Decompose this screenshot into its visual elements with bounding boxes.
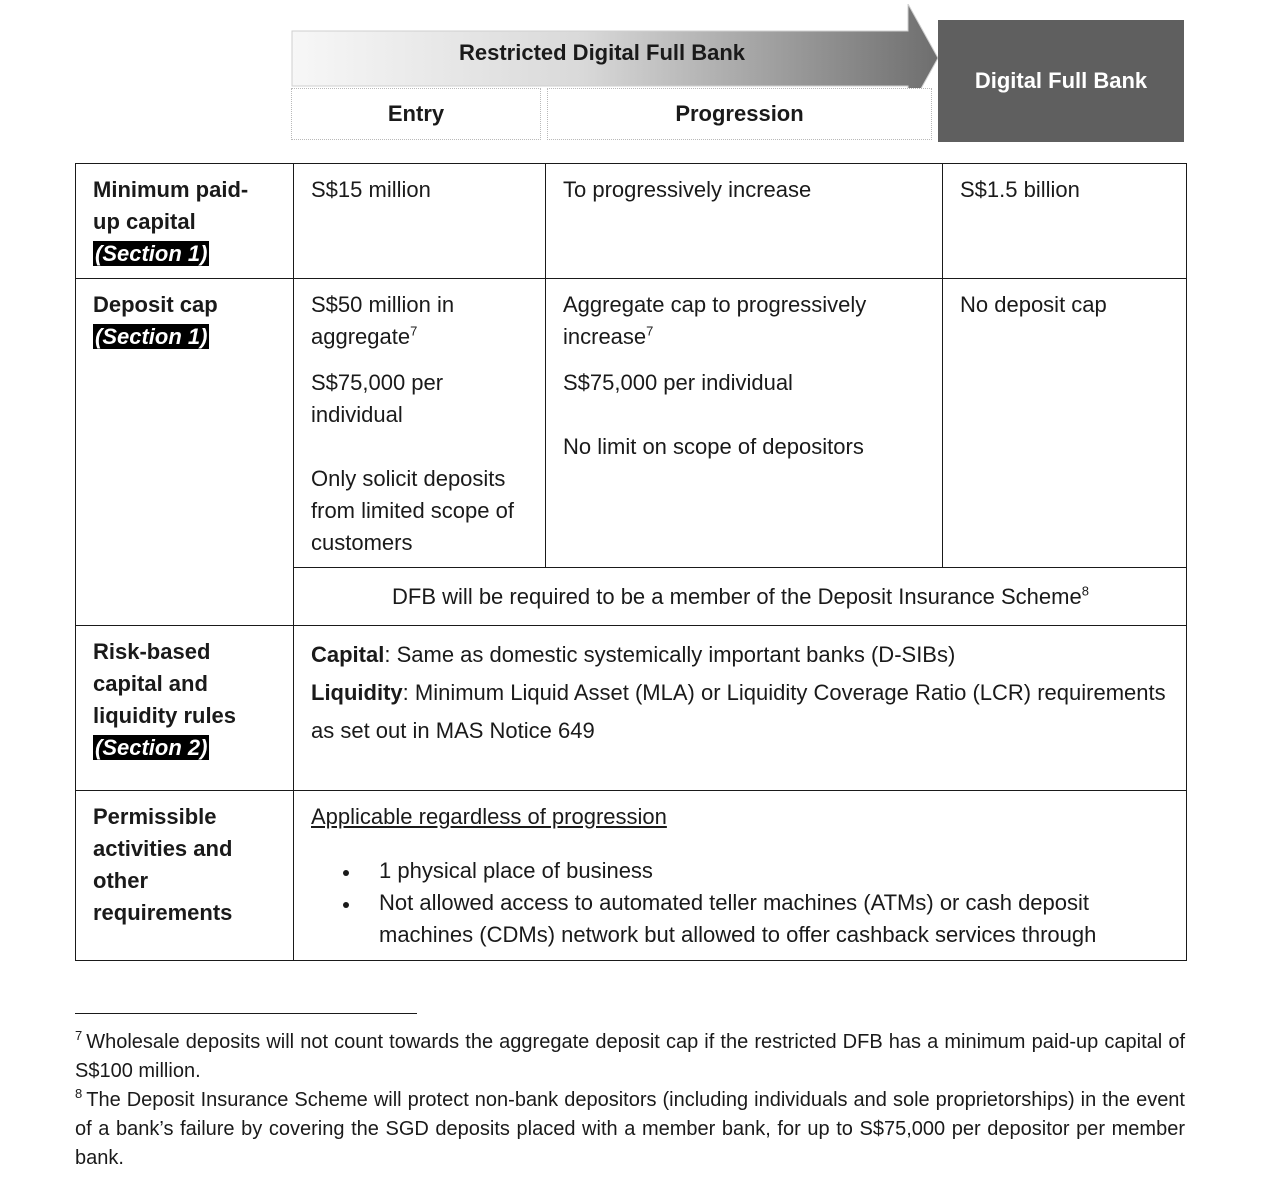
cell-risk-requirements [294, 626, 1187, 791]
cell-permissible [294, 791, 1187, 961]
footnote-ref: 7 [410, 323, 418, 339]
comparison-table [75, 163, 1187, 961]
cell-deposit-dfb: No deposit cap [943, 279, 1187, 568]
label-line: requirements [93, 900, 233, 925]
permissible-list [311, 855, 1170, 951]
label-line: Minimum paid- [93, 177, 249, 202]
deposit-prog-scope: No limit on scope of depositors [563, 434, 864, 459]
row-label-capital [76, 164, 294, 279]
table-row-risk [76, 626, 1187, 791]
table-row-capital [76, 164, 1187, 279]
table-row-deposit [76, 279, 1187, 568]
deposit-prog-aggregate: Aggregate cap to progressively increase$^7$ [563, 292, 867, 349]
label-line: Deposit cap [93, 292, 218, 317]
label-line: capital and [93, 671, 208, 696]
stage-progression-header: Progression [547, 88, 932, 140]
section-tag: (Section 1) [95, 241, 208, 266]
digital-full-bank-header: Digital Full Bank [938, 20, 1184, 142]
label-line: Permissible [93, 804, 217, 829]
label-line: up capital [93, 209, 196, 234]
label-line: liquidity rules [93, 703, 237, 728]
deposit-prog-individual: S$75,000 per individual [563, 370, 793, 395]
footnote-divider [75, 1013, 417, 1014]
row-label-risk [76, 626, 294, 791]
list-item: • Not allowed access to automated teller machines (ATMs) or cash deposit machines (CDMs) network but allowed to offer cashback services through [361, 887, 1170, 951]
cell-capital-entry: S$15 million [294, 164, 546, 279]
section-tag: (Section 2) [95, 735, 208, 760]
table-row-permissible [76, 791, 1187, 961]
row-label-deposit [76, 279, 294, 626]
section-tag: (Section 1) [95, 324, 208, 349]
permissible-heading: Applicable regardless of progression [311, 804, 667, 829]
restricted-dfb-title: Restricted Digital Full Bank [458, 40, 746, 65]
cell-deposit-insurance: DFB will be required to be a member of the Deposit Insurance Scheme$^8$ [294, 568, 1187, 626]
stage-entry-header: Entry [291, 88, 541, 140]
footnote-8: $^8$ The Deposit Insurance Scheme will protect non-bank depositors (including individuals and sole proprietorships) in the event of a bank’s failure by covering the SGD deposits placed with a member bank, for up to S$75,000 per depositor per member bank. [75, 1086, 1185, 1169]
deposit-entry-scope: Only solicit deposits from limited scope of customers [311, 466, 514, 555]
deposit-entry-individual: S$75,000 per individual [311, 370, 444, 427]
cell-deposit-entry [294, 279, 546, 568]
footnote-ref: 7 [646, 323, 654, 339]
label-line: other [93, 868, 148, 893]
deposit-entry-aggregate: S$50 million in aggregate$^7$ [311, 292, 455, 349]
footnotes [75, 1028, 1185, 1173]
list-item: • 1 physical place of business [361, 855, 1170, 887]
label-line: activities and [93, 836, 233, 861]
row-label-permissible [76, 791, 294, 961]
cell-deposit-progression [546, 279, 943, 568]
label-line: Risk-based [93, 639, 211, 664]
capital-requirement: Capital: Same as domestic systemically important banks (D-SIBs) [311, 642, 956, 667]
cell-capital-progression: To progressively increase [546, 164, 943, 279]
footnote-ref: 8 [1081, 583, 1089, 599]
cell-capital-dfb: S$1.5 billion [943, 164, 1187, 279]
footnote-7: $^7$ Wholesale deposits will not count towards the aggregate deposit cap if the restricted DFB has a minimum paid-up capital of S$100 million. [75, 1028, 1185, 1082]
liquidity-requirement: Liquidity: Minimum Liquid Asset (MLA) or Liquidity Coverage Ratio (LCR) requirements as set out in MAS Notice 649 [311, 680, 1166, 743]
